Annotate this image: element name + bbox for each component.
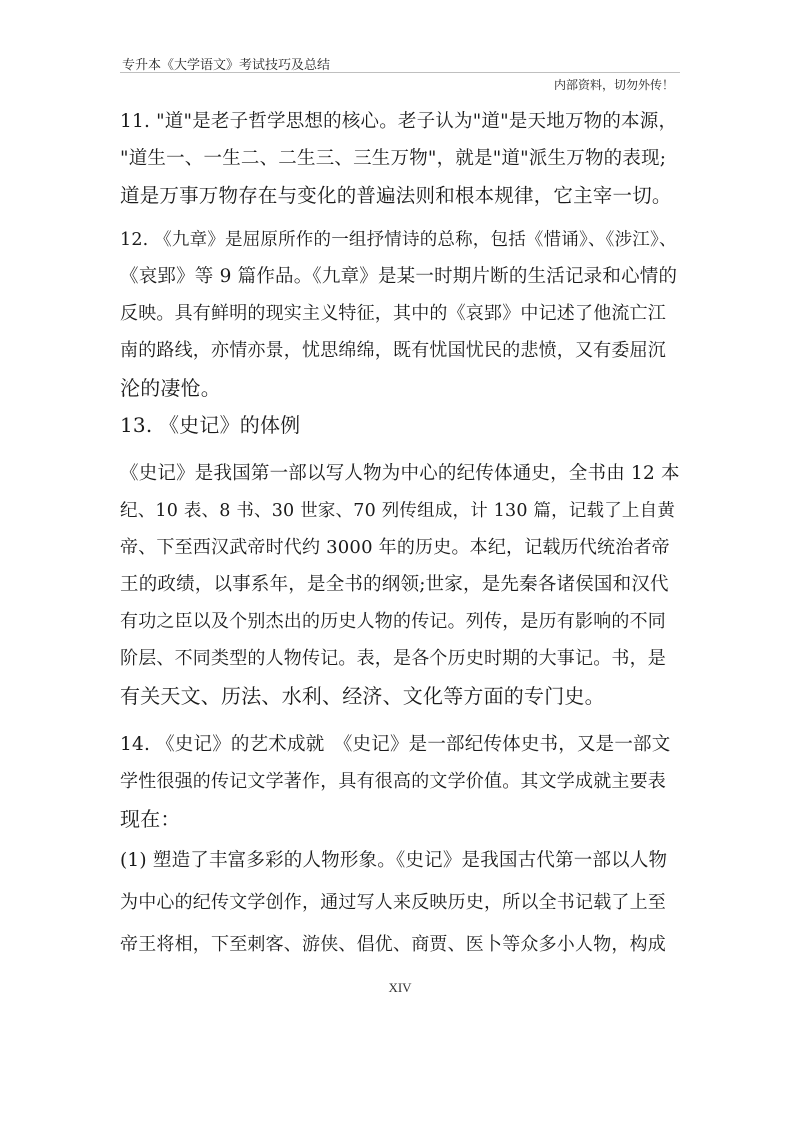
text-line: 《史记》是我国第一部以写人物为中心的纪传体通史，全书由 12 本 bbox=[120, 463, 680, 484]
text-line: 11. "道"是老子哲学思想的核心。老子认为"道"是天地万物的本源， bbox=[120, 111, 678, 132]
text-line: 学性很强的传记文学著作，具有很高的文学价值。其文学成就主要表 bbox=[120, 771, 666, 792]
header-title: 专升本《大学语文》考试技巧及总结 bbox=[122, 58, 331, 73]
text-line: 帝、下至西汉武帝时代约 3000 年的历史。本纪，记载历代统治者帝 bbox=[120, 537, 670, 558]
text-line: 《哀郢》等 9 篇作品。《九章》是某一时期片断的生活记录和心情的 bbox=[120, 266, 678, 287]
section-heading: 13. 《史记》的体例 bbox=[120, 413, 301, 437]
text-line: 有关天文、历法、水利、经济、文化等方面的专门史。 bbox=[120, 684, 605, 708]
text-line: "道生一、一生二、二生三、三生万物"，就是"道"派生万物的表现; bbox=[120, 148, 667, 169]
text-line: 阶层、不同类型的人物传记。表，是各个历史时期的大事记。书，是 bbox=[120, 648, 666, 669]
text-line: 帝王将相，下至刺客、游侠、倡优、商贾、医卜等众多小人物，构成 bbox=[120, 934, 666, 955]
text-line: 为中心的纪传文学创作，通过写人来反映历史，所以全书记载了上至 bbox=[120, 892, 666, 913]
text-line: 有功之臣以及个别杰出的历史人物的传记。列传，是历有影响的不同 bbox=[120, 611, 666, 632]
text-line: 12. 《九章》是屈原所作的一组抒情诗的总称，包括《惜诵》、《涉江》、 bbox=[120, 230, 677, 250]
text-line: 纪、10 表、8 书、30 世家、70 列传组成，计 130 篇，记载了上自黄 bbox=[120, 501, 676, 521]
text-line: 现在： bbox=[120, 807, 181, 831]
text-line: 道是万事万物存在与变化的普遍法则和根本规律，它主宰一切。 bbox=[120, 184, 672, 207]
text-line: 14. 《史记》的艺术成就 《史记》是一部纪传体史书，又是一部文 bbox=[120, 734, 671, 755]
header-rule bbox=[120, 72, 680, 73]
text-line: 王的政绩，以事系年，是全书的纲领;世家，是先秦各诸侯国和汉代 bbox=[120, 574, 669, 595]
text-line: 反映。具有鲜明的现实主义特征，其中的《哀郢》中记述了他流亡江 bbox=[120, 303, 666, 324]
page-number: XIV bbox=[388, 980, 412, 995]
text-line: 南的路线，亦情亦景，忧思绵绵，既有忧国忧民的悲愤，又有委屈沉 bbox=[120, 340, 666, 361]
text-line: (1) 塑造了丰富多彩的人物形象。《史记》是我国古代第一部以人物 bbox=[120, 850, 668, 871]
text-line: 沦的凄怆。 bbox=[120, 376, 221, 400]
header-notice: 内部资料，切勿外传！ bbox=[553, 78, 674, 92]
